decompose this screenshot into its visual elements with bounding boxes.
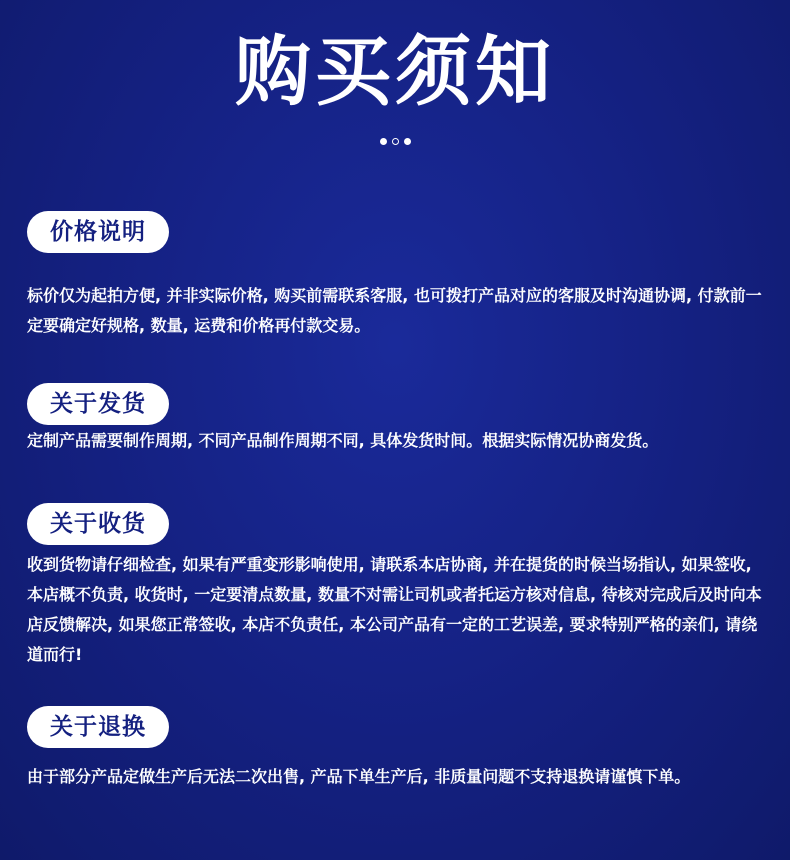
section-heading-price: 价格说明 bbox=[27, 211, 169, 253]
dot-icon bbox=[404, 138, 411, 145]
page-title: 购买须知 bbox=[235, 27, 555, 116]
section-body-price: 标价仅为起拍方便, 并非实际价格, 购买前需联系客服, 也可拨打产品对应的客服及时沟通协调, 付款前一定要确定好规格, 数量, 运费和价格再付款交易。 bbox=[27, 286, 762, 335]
dot-icon bbox=[380, 138, 387, 145]
section-heading-shipping: 关于发货 bbox=[27, 383, 169, 425]
section-body-shipping: 定制产品需要制作周期, 不同产品制作周期不同, 具体发货时间。根据实际情况协商发货。 bbox=[27, 431, 659, 450]
section-body-returns: 由于部分产品定做生产后无法二次出售, 产品下单生产后, 非质量问题不支持退换请谨慎下单。 bbox=[27, 767, 691, 786]
section-heading-receiving: 关于收货 bbox=[27, 503, 169, 545]
decorative-dots bbox=[0, 138, 790, 145]
section-heading-returns: 关于退换 bbox=[27, 706, 169, 748]
ring-dot-icon bbox=[392, 138, 399, 145]
section-body-receiving: 收到货物请仔细检查, 如果有严重变形影响使用, 请联系本店协商, 并在提货的时候当场指认, 如果签收, 本店概不负责, 收货时, 一定要清点数量, 数量不对需让司机或者托运方核对信息, 待核对完成后及时向本店反馈解决, 如果您正常签收, 本店不负责任, 本公司产品有一定的工艺误差, 要求特别严格的亲们, 请绕道而行! bbox=[27, 555, 762, 664]
